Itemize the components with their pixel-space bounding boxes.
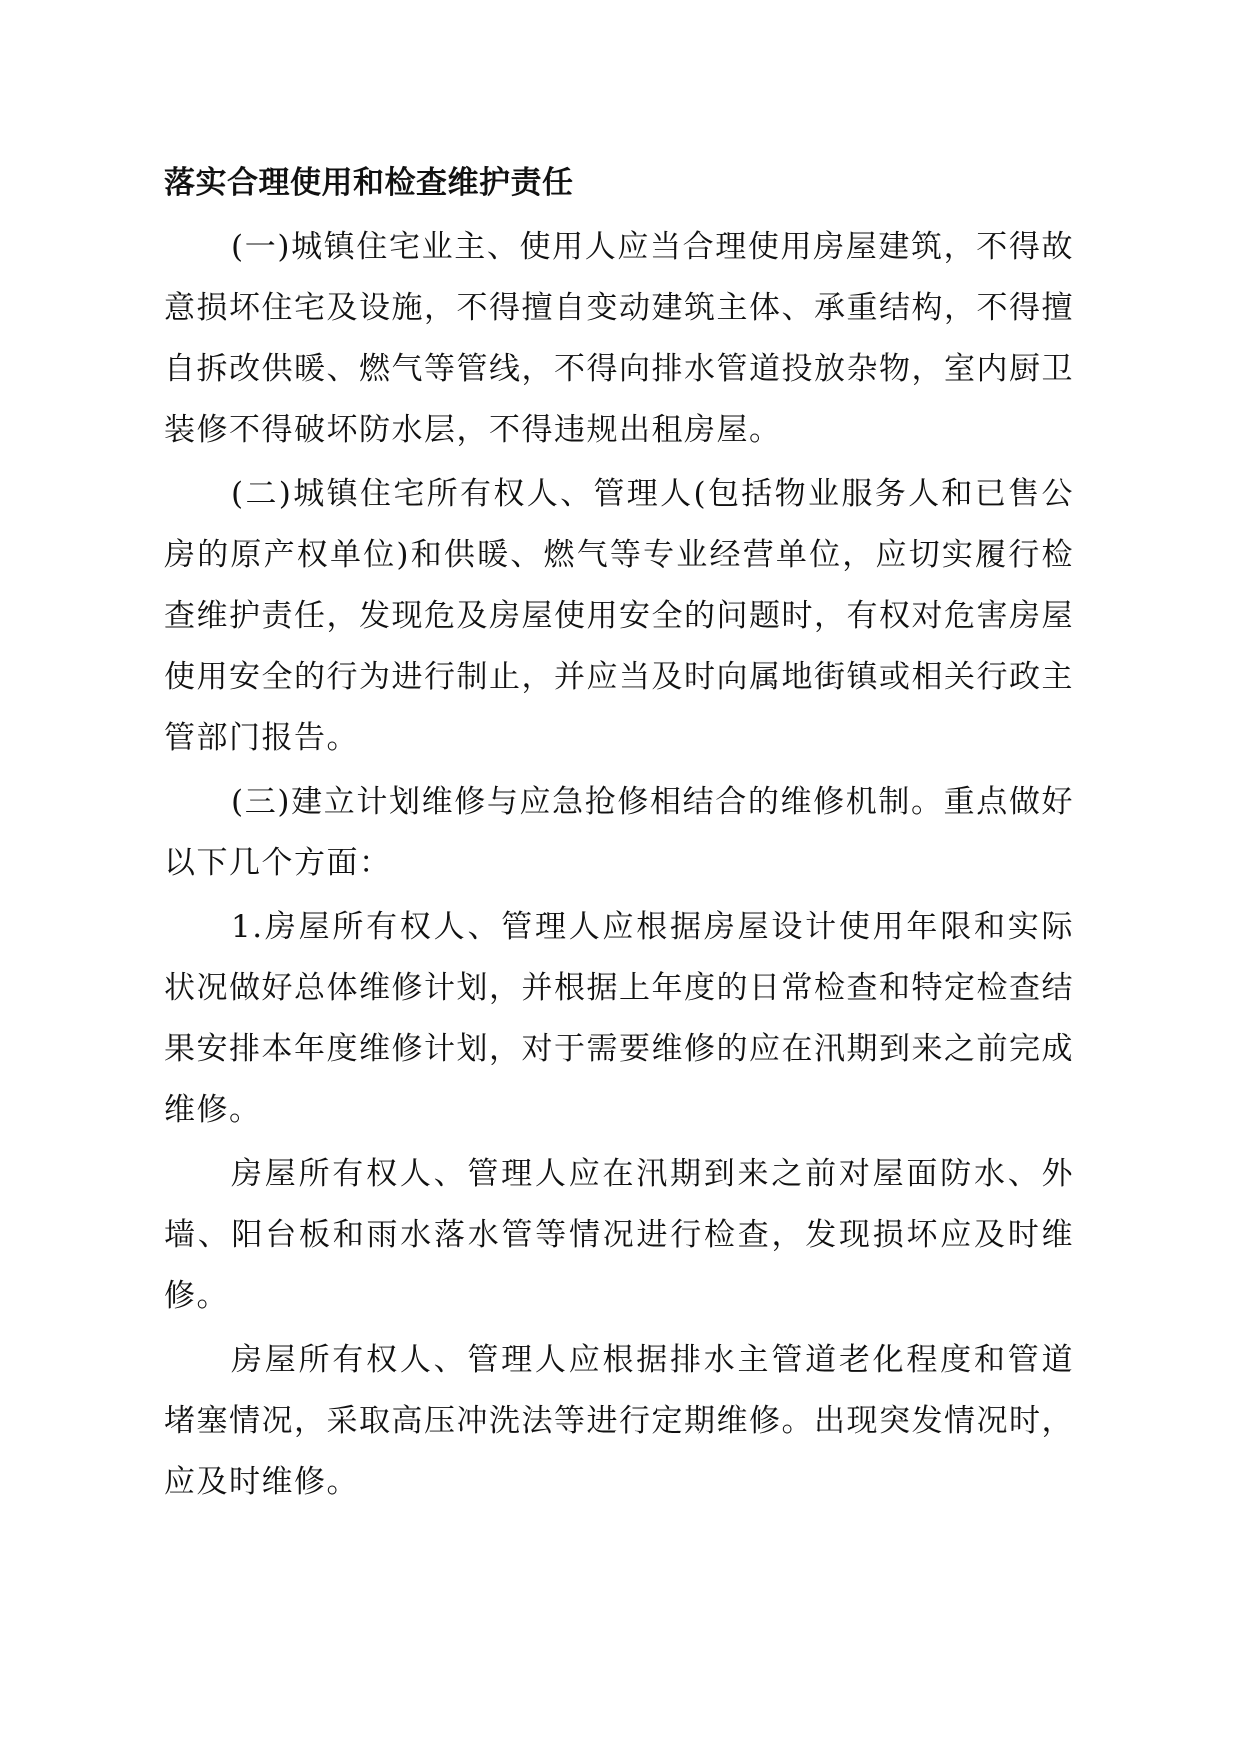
paragraph-drainage-maintenance: 房屋所有权人、管理人应根据排水主管道老化程度和管道堵塞情况，采取高压冲洗法等进行定期维修。出现突发情况时，应及时维修。 xyxy=(164,1342,1074,1500)
section-heading: 落实合理使用和检查维护责任 xyxy=(164,165,574,201)
paragraph-item-3: (三)建立计划维修与应急抢修相结合的维修机制。重点做好以下几个方面： xyxy=(164,784,1074,881)
paragraph-item-1: (一)城镇住宅业主、使用人应当合理使用房屋建筑，不得故意损坏住宅及设施，不得擅自变动建筑主体、承重结构，不得擅自拆改供暖、燃气等管线，不得向排水管道投放杂物，室内厨卫装修不得破坏防水层，不得违规出租房屋。 xyxy=(164,229,1074,448)
paragraph-list-item-1: 1.房屋所有权人、管理人应根据房屋设计使用年限和实际状况做好总体维修计划，并根据上年度的日常检查和特定检查结果安排本年度维修计划，对于需要维修的应在汛期到来之前完成维修。 xyxy=(164,909,1074,1128)
document-body xyxy=(164,217,1074,1516)
paragraph-flood-inspection: 房屋所有权人、管理人应在汛期到来之前对屋面防水、外墙、阳台板和雨水落水管等情况进行检查，发现损坏应及时维修。 xyxy=(164,1156,1074,1314)
paragraph-item-2: (二)城镇住宅所有权人、管理人(包括物业服务人和已售公房的原产权单位)和供暖、燃气等专业经营单位，应切实履行检查维护责任，发现危及房屋使用安全的问题时，有权对危害房屋使用安全的行为进行制止，并应当及时向属地街镇或相关行政主管部门报告。 xyxy=(164,476,1074,756)
